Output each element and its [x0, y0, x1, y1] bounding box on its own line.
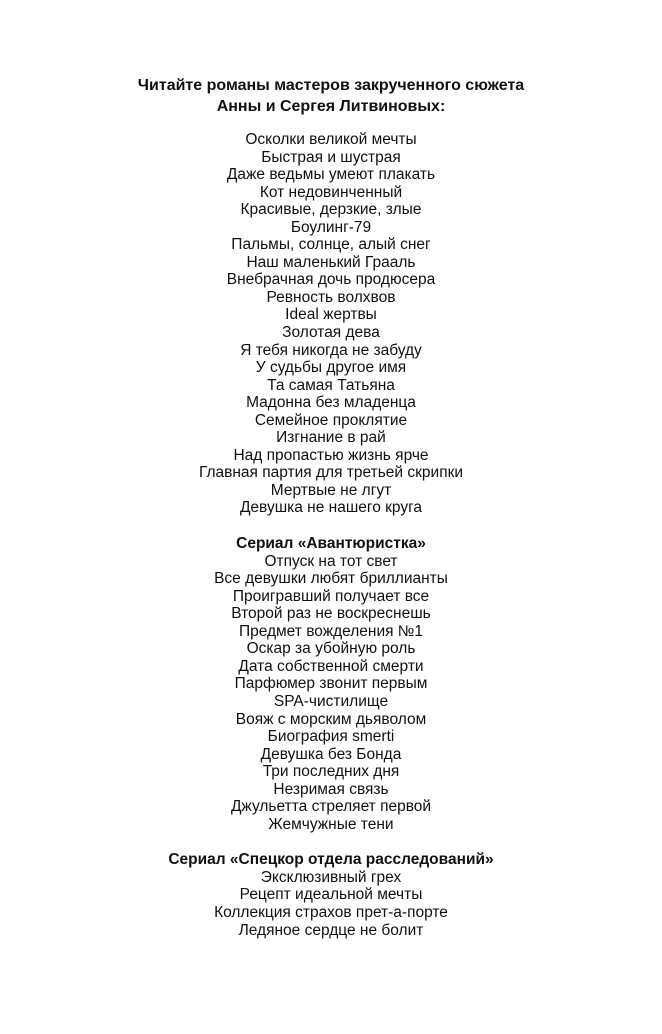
book-title: Ледяное сердце не болит [238, 921, 424, 939]
book-title: Парфюмер звонит первым [234, 675, 428, 693]
book-title: Над пропастью жизнь ярче [233, 446, 429, 464]
book-title: Все девушки любят бриллианты [214, 570, 448, 588]
book-title: Изгнание в рай [276, 429, 386, 447]
book-title: Мертвые не лгут [270, 481, 392, 499]
book-title: Оскар за убойную роль [246, 640, 416, 658]
series-title-speckor: Сериал «Спецкор отдела расследований» [168, 851, 494, 869]
book-title: Рецепт идеальной мечты [239, 886, 423, 904]
book-title: Незримая связь [273, 780, 389, 798]
book-title: У судьбы другое имя [255, 359, 407, 377]
book-title: Девушка не нашего круга [239, 499, 423, 517]
book-title: Эксклюзивный грех [260, 868, 402, 886]
book-title: Быстрая и шустрая [261, 148, 401, 166]
book-title: Коллекция страхов прет-а-порте [214, 903, 448, 921]
book-title: Та самая Татьяна [267, 376, 395, 394]
main-book-list [0, 131, 662, 517]
book-title: Золотая дева [282, 324, 380, 342]
book-title: Пальмы, солнце, алый снег [231, 236, 431, 254]
series-speckor [0, 851, 662, 939]
book-title: Биография smerti [267, 728, 395, 746]
book-title: Жемчужные тени [268, 815, 394, 833]
book-title: Джульетта стреляет первой [230, 798, 432, 816]
series-speckor-list [0, 869, 662, 939]
book-title: Главная партия для третьей скрипки [198, 464, 464, 482]
book-list-page [0, 75, 662, 939]
book-title: Ideal жертвы [285, 306, 377, 324]
book-title: Я тебя никогда не забуду [240, 341, 422, 359]
book-title: Кот недовинченный [259, 183, 403, 201]
book-title: Ревность волхвов [266, 288, 396, 306]
series-adventuress-list [0, 553, 662, 834]
book-title: Красивые, дерзкие, злые [240, 201, 422, 219]
book-title: Внебрачная дочь продюсера [226, 271, 436, 289]
book-title: Отпуск на тот свет [264, 552, 398, 570]
book-title: Вояж с морским дьяволом [235, 710, 427, 728]
heading-line-1: Читайте романы мастеров закрученного сюжета [137, 77, 525, 94]
book-title: Осколки великой мечты [245, 131, 417, 148]
book-title: Девушка без Бонда [260, 745, 402, 763]
heading-line-2: Анны и Сергея Литвиновых: [216, 98, 446, 115]
book-title: Проигравший получает все [232, 587, 430, 605]
book-title: Дата собственной смерти [238, 657, 424, 675]
series-title-adventuress: Сериал «Авантюристка» [236, 535, 426, 553]
book-title: Второй раз не воскреснешь [231, 605, 431, 623]
book-title: Даже ведьмы умеют плакать [226, 166, 436, 184]
book-title: Боулинг-79 [290, 218, 372, 236]
series-adventuress [0, 535, 662, 833]
book-title: SPA-чистилище [273, 692, 389, 710]
book-title: Три последних дня [262, 763, 400, 781]
book-title: Предмет вожделения №1 [238, 622, 424, 640]
book-title: Семейное проклятие [254, 411, 408, 429]
book-title: Мадонна без младенца [246, 394, 416, 412]
book-title: Наш маленький Грааль [246, 253, 416, 271]
